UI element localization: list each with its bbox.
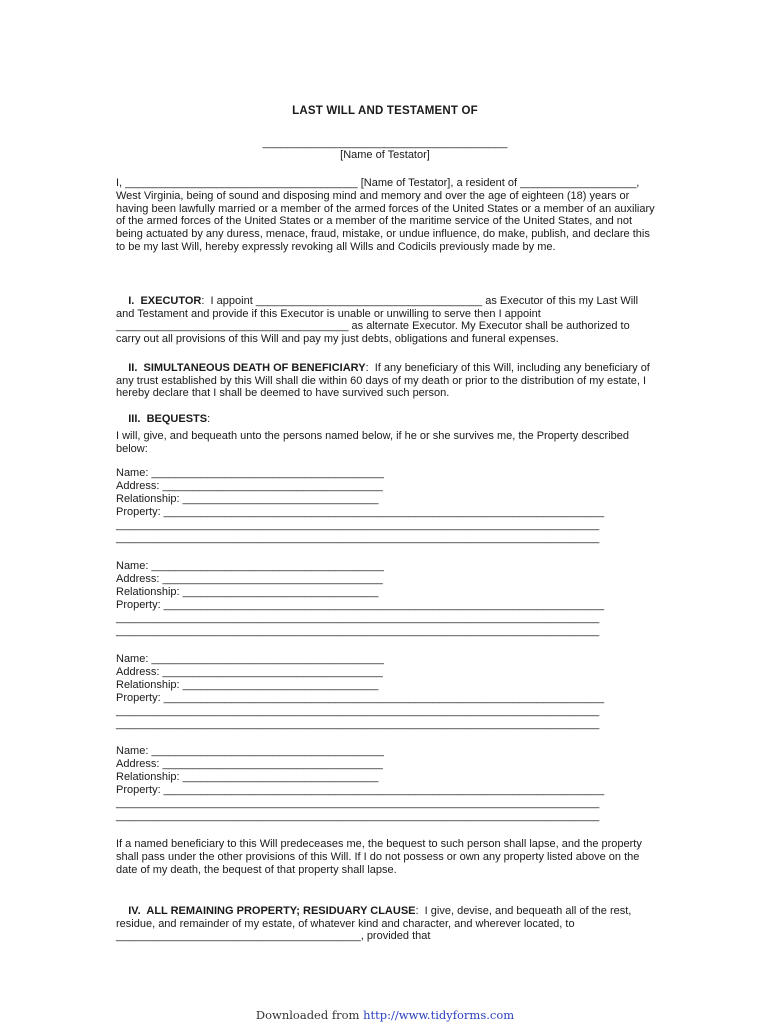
document-title: LAST WILL AND TESTAMENT OF [292,105,478,117]
download-footer [0,1008,770,1022]
bequest-3-property-line: _______________________________________________________________________________ [116,705,600,717]
bequest-3-name: Name: ______________________________________ [116,653,384,665]
bequest-2-property: Property: ________________________________________________________________________ [116,599,605,611]
simultaneous-death-heading: II. SIMULTANEOUS DEATH OF BENEFICIARY [128,361,366,374]
testator-name-blank: ________________________________________ [262,137,508,149]
bequests-heading: III. BEQUESTS [128,412,208,425]
bequests-heading-colon: : [207,412,211,425]
bequest-2-property-line: _______________________________________________________________________________ [116,612,600,624]
bequest-4-property: Property: ________________________________________________________________________ [116,784,605,796]
simultaneous-death-text: : If any beneficiary of this Will, including any beneficiary of any trust established by this Will shall die within 60 days of my death or prior to the distribution of my estate, I hereby declare that I shall be deemed to have survived such person. [116,361,653,400]
residuary-text: : I give, devise, and bequeath all of the rest, residue, and remainder of my estate, of whatever kind and character, and wherever located, to ________________________________________, provided that [116,904,635,943]
intro-paragraph: I, ______________________________________ [Name of Testator], a resident of ___________________, West Virginia, being of sound and disposing mind and memory and over the age of eighteen (18) years or having been lawfully married or a member of the armed forces of the United States or a member of an auxiliary of the armed forces of the United States or a member of the maritime service of the United States, and not being actuated by any duress, menace, fraud, mistake, or undue influence, do make, publish, and declare this to be my last Will, hereby expressly revoking all Wills and Codicils previously made by me. [116,177,658,253]
bequest-4-property-line: _______________________________________________________________________________ [116,797,600,809]
bequest-3-property: Property: ________________________________________________________________________ [116,692,605,704]
footer-link[interactable]: http://www.tidyforms.com [363,1008,515,1022]
executor-section [116,282,656,359]
executor-text: : I appoint _____________________________________ as Executor of this my Last Will and Testament and provide if this Executor is unable or unwilling to serve then I appoint ______________________________________ as alternate Executor. My Executor shall be authorized to carry out all provisions of this Will and pay my just debts, obligations and funeral expenses. [116,294,642,346]
bequest-1-address: Address: ____________________________________ [116,480,383,492]
testator-name-label: [Name of Testator] [340,149,430,161]
bequest-2-name: Name: ______________________________________ [116,560,384,572]
bequest-4-name: Name: ______________________________________ [116,745,384,757]
bequest-3-property-line: _______________________________________________________________________________ [116,718,600,730]
bequest-4-address: Address: ____________________________________ [116,758,383,770]
lapse-paragraph: If a named beneficiary to this Will predeceases me, the bequest to such person shall lapse, and the property shall pass under the other provisions of this Will. If I do not possess or own any property listed above on the date of my death, the bequest of that property shall lapse. [116,838,645,876]
bequest-3-address: Address: ____________________________________ [116,666,383,678]
bequest-2-relationship: Relationship: ________________________________ [116,586,379,598]
bequest-4-property-line: _______________________________________________________________________________ [116,810,600,822]
executor-heading: I. EXECUTOR [128,294,202,307]
residuary-section [116,892,656,956]
bequest-4-relationship: Relationship: ________________________________ [116,771,379,783]
bequest-1-property: Property: ________________________________________________________________________ [116,506,605,518]
bequest-1-name: Name: ______________________________________ [116,467,384,479]
bequest-3-relationship: Relationship: ________________________________ [116,679,379,691]
footer-prefix: Downloaded from [255,1008,364,1022]
bequest-1-property-line: _______________________________________________________________________________ [116,519,600,531]
bequest-1-relationship: Relationship: ________________________________ [116,493,379,505]
bequest-2-property-line: _______________________________________________________________________________ [116,625,600,637]
residuary-heading: IV. ALL REMAINING PROPERTY; RESIDUARY CLAUSE [128,904,416,917]
bequests-intro: I will, give, and bequeath unto the persons named below, if he or she survives me, the Property described below: [116,430,633,455]
bequest-2-address: Address: ____________________________________ [116,573,383,585]
bequest-1-property-line: _______________________________________________________________________________ [116,532,600,544]
